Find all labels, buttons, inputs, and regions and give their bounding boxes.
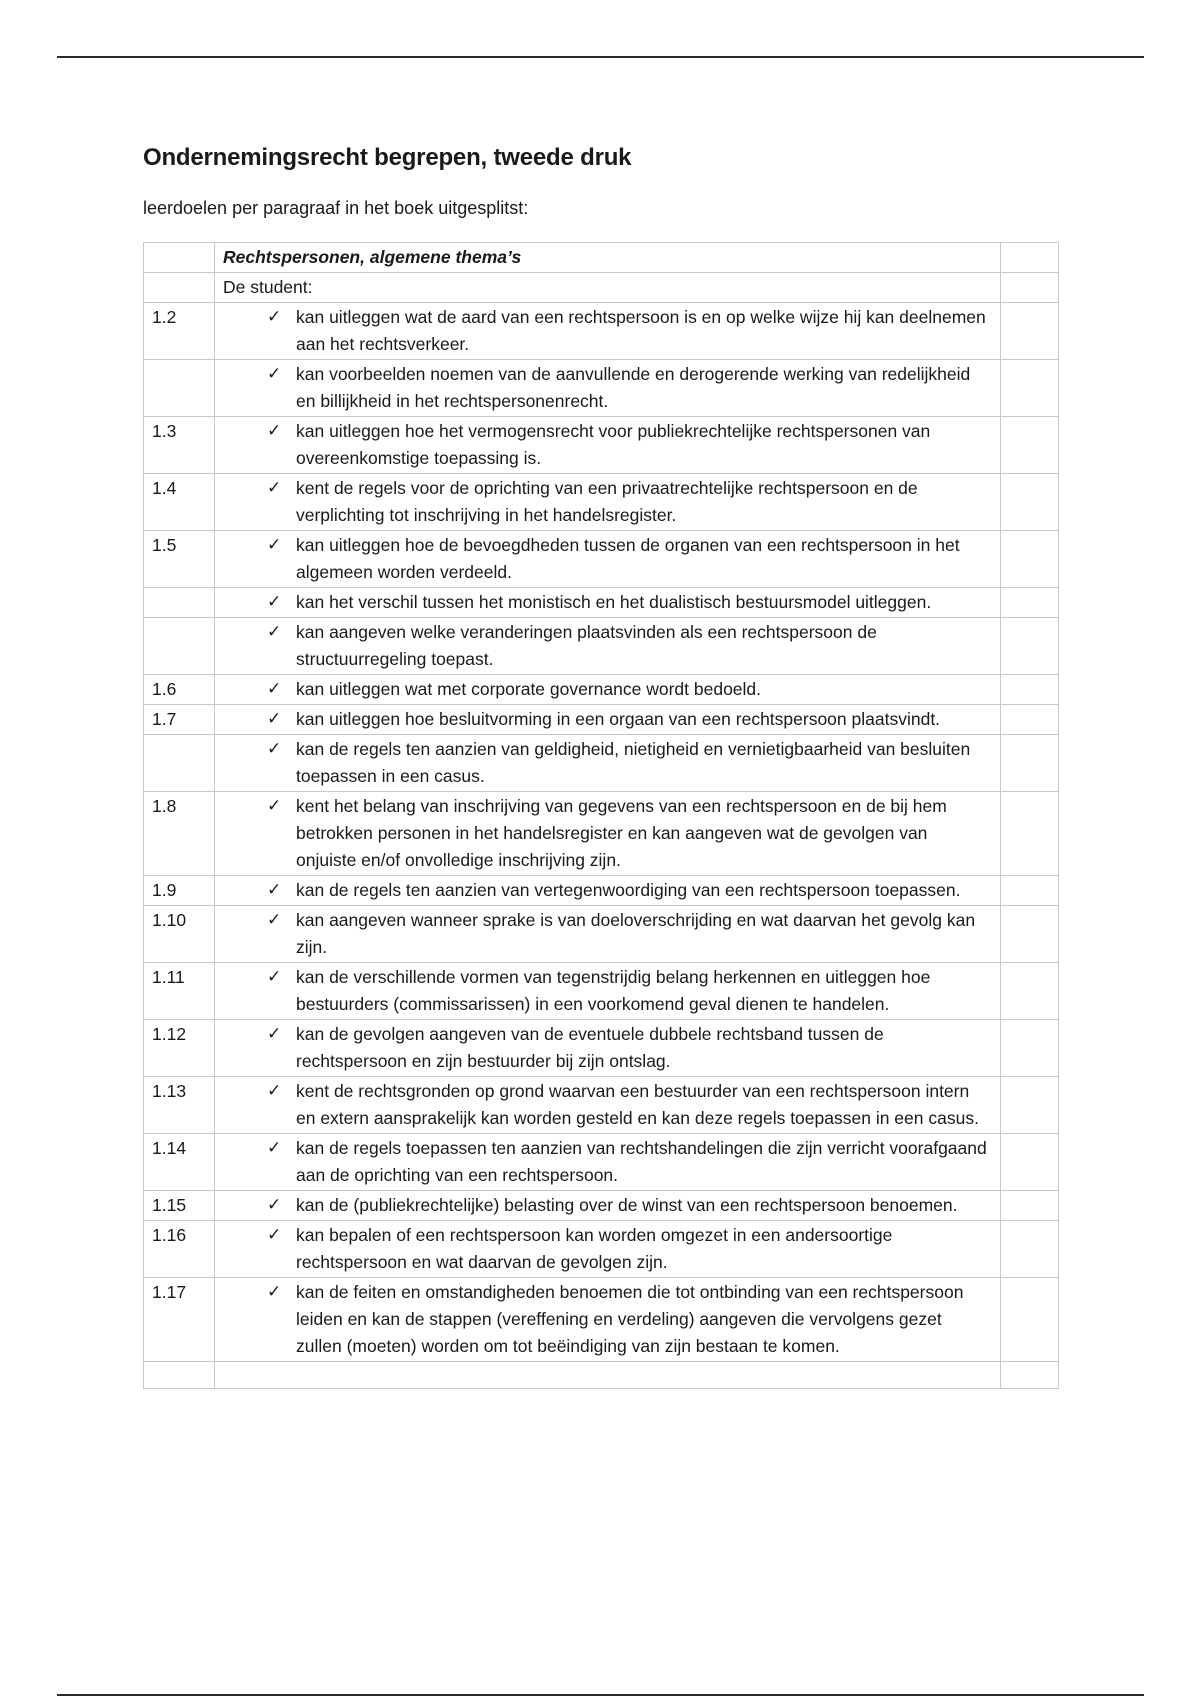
objective-cell <box>215 618 1001 675</box>
paragraph-number: 1.9 <box>144 876 215 906</box>
checkmark-icon: ✓ <box>267 478 282 498</box>
checkmark-icon: ✓ <box>267 1024 282 1044</box>
objective-text: kan uitleggen wat met corporate governance wordt bedoeld. <box>296 679 762 699</box>
checkmark-icon: ✓ <box>267 421 282 441</box>
table-cell <box>1001 1191 1059 1221</box>
objective-text: kan de regels ten aanzien van vertegenwoordiging van een rechtspersoon toepassen. <box>296 880 961 900</box>
table-row <box>144 474 1059 531</box>
objective-cell <box>215 1134 1001 1191</box>
table-cell <box>1001 1278 1059 1362</box>
table-cell <box>1001 792 1059 876</box>
objective-cell <box>215 474 1001 531</box>
paragraph-number: 1.13 <box>144 1077 215 1134</box>
table-row <box>144 876 1059 906</box>
checkmark-icon: ✓ <box>267 1225 282 1245</box>
objective-cell <box>215 1191 1001 1221</box>
document-title: Ondernemingsrecht begrepen, tweede druk <box>143 144 632 171</box>
table-cell <box>144 273 215 303</box>
objective-item <box>223 706 992 733</box>
table-cell <box>1001 876 1059 906</box>
objective-text: kan uitleggen hoe het vermogensrecht voor publiekrechtelijke rechtspersonen van overeenkomstige toepassing is. <box>296 421 931 468</box>
checkmark-icon: ✓ <box>267 880 282 900</box>
objective-cell <box>215 705 1001 735</box>
paragraph-number <box>144 735 215 792</box>
objective-text: kan aangeven wanneer sprake is van doeloverschrijding en wat daarvan het gevolg kan zijn. <box>296 910 976 957</box>
objective-cell <box>215 417 1001 474</box>
table-cell <box>215 1362 1001 1389</box>
table-empty-row <box>144 1362 1059 1389</box>
table-row <box>144 735 1059 792</box>
objective-cell <box>215 360 1001 417</box>
paragraph-number: 1.6 <box>144 675 215 705</box>
table-row <box>144 906 1059 963</box>
checkmark-icon: ✓ <box>267 910 282 930</box>
paragraph-number: 1.14 <box>144 1134 215 1191</box>
objective-text: kan uitleggen hoe besluitvorming in een orgaan van een rechtspersoon plaatsvindt. <box>296 709 941 729</box>
objective-text: kan voorbeelden noemen van de aanvullende en derogerende werking van redelijkheid en billijkheid in het rechtspersonenrecht. <box>296 364 971 411</box>
objective-item <box>223 736 992 790</box>
paragraph-number: 1.15 <box>144 1191 215 1221</box>
header-rule <box>57 56 1144 58</box>
paragraph-number <box>144 618 215 675</box>
table-cell <box>1001 675 1059 705</box>
table-heading-row <box>144 243 1059 273</box>
objective-cell <box>215 1221 1001 1278</box>
objective-cell <box>215 963 1001 1020</box>
objective-item <box>223 1135 992 1189</box>
checkmark-icon: ✓ <box>267 796 282 816</box>
table-cell <box>1001 1077 1059 1134</box>
table-row <box>144 1020 1059 1077</box>
paragraph-number: 1.8 <box>144 792 215 876</box>
table-cell <box>1001 906 1059 963</box>
table-row <box>144 792 1059 876</box>
table-intro-row <box>144 273 1059 303</box>
table-cell <box>1001 303 1059 360</box>
paragraph-number: 1.3 <box>144 417 215 474</box>
table-row <box>144 1077 1059 1134</box>
table-row <box>144 963 1059 1020</box>
paragraph-number: 1.16 <box>144 1221 215 1278</box>
table-row <box>144 417 1059 474</box>
table-cell <box>1001 1221 1059 1278</box>
table-row <box>144 675 1059 705</box>
objective-item <box>223 304 992 358</box>
table-cell <box>1001 360 1059 417</box>
table-row <box>144 1134 1059 1191</box>
objective-text: kan de gevolgen aangeven van de eventuele dubbele rechtsband tussen de rechtspersoon en zijn bestuurder bij zijn ontslag. <box>296 1024 884 1071</box>
checkmark-icon: ✓ <box>267 679 282 699</box>
checkmark-icon: ✓ <box>267 307 282 327</box>
objective-cell <box>215 588 1001 618</box>
checkmark-icon: ✓ <box>267 1195 282 1215</box>
paragraph-number: 1.2 <box>144 303 215 360</box>
checkmark-icon: ✓ <box>267 592 282 612</box>
table-cell <box>1001 588 1059 618</box>
objective-item <box>223 1192 992 1219</box>
paragraph-number <box>144 360 215 417</box>
table-heading <box>215 243 1001 273</box>
paragraph-number <box>144 588 215 618</box>
paragraph-number: 1.4 <box>144 474 215 531</box>
objective-text: kan aangeven welke veranderingen plaatsvinden als een rechtspersoon de structuurregeling toepast. <box>296 622 877 669</box>
table-cell <box>1001 1362 1059 1389</box>
table-row <box>144 618 1059 675</box>
table-cell <box>1001 735 1059 792</box>
paragraph-number: 1.7 <box>144 705 215 735</box>
table-cell <box>1001 1020 1059 1077</box>
objective-cell <box>215 1278 1001 1362</box>
table-cell <box>144 243 215 273</box>
checkmark-icon: ✓ <box>267 1282 282 1302</box>
objective-text: kan de (publiekrechtelijke) belasting over de winst van een rechtspersoon benoemen. <box>296 1195 958 1215</box>
objective-item <box>223 1021 992 1075</box>
objective-text: kan uitleggen hoe de bevoegdheden tussen de organen van een rechtspersoon in het algemeen worden verdeeld. <box>296 535 960 582</box>
objective-text: kan uitleggen wat de aard van een rechtspersoon is en op welke wijze hij kan deelnemen aan het rechtsverkeer. <box>296 307 986 354</box>
objective-item <box>223 532 992 586</box>
objective-text: kan de regels ten aanzien van geldigheid, nietigheid en vernietigbaarheid van besluiten toepassen in een casus. <box>296 739 971 786</box>
objective-item <box>223 1078 992 1132</box>
table-intro: De student: <box>215 273 1001 303</box>
table-row <box>144 360 1059 417</box>
learning-objectives-table <box>143 242 1059 1389</box>
objective-cell <box>215 876 1001 906</box>
table-cell <box>1001 273 1059 303</box>
table-row <box>144 705 1059 735</box>
table-heading-text: Rechtspersonen, algemene thema’s <box>223 247 522 267</box>
table-row <box>144 1221 1059 1278</box>
table-row <box>144 1191 1059 1221</box>
objective-text: kent de regels voor de oprichting van een privaatrechtelijke rechtspersoon en de verplichting tot inschrijving in het handelsregister. <box>296 478 918 525</box>
table-row <box>144 1278 1059 1362</box>
objective-item <box>223 619 992 673</box>
table-cell <box>1001 531 1059 588</box>
paragraph-number: 1.11 <box>144 963 215 1020</box>
table-cell <box>1001 417 1059 474</box>
objective-cell <box>215 906 1001 963</box>
paragraph-number: 1.5 <box>144 531 215 588</box>
checkmark-icon: ✓ <box>267 739 282 759</box>
objective-text: kan het verschil tussen het monistisch en het dualistisch bestuursmodel uitleggen. <box>296 592 932 612</box>
checkmark-icon: ✓ <box>267 709 282 729</box>
paragraph-number: 1.12 <box>144 1020 215 1077</box>
objective-item <box>223 1279 992 1360</box>
table-row <box>144 588 1059 618</box>
objective-text: kan de regels toepassen ten aanzien van rechtshandelingen die zijn verricht voorafgaand aan de oprichting van een rechtspersoon. <box>296 1138 987 1185</box>
paragraph-number: 1.17 <box>144 1278 215 1362</box>
checkmark-icon: ✓ <box>267 967 282 987</box>
checkmark-icon: ✓ <box>267 1081 282 1101</box>
objective-item <box>223 964 992 1018</box>
table-cell <box>144 1362 215 1389</box>
objective-item <box>223 676 992 703</box>
objective-item <box>223 907 992 961</box>
objective-cell <box>215 303 1001 360</box>
objective-item <box>223 877 992 904</box>
checkmark-icon: ✓ <box>267 622 282 642</box>
table-row <box>144 531 1059 588</box>
objective-text: kan de feiten en omstandigheden benoemen die tot ontbinding van een rechtspersoon leiden en kan de stappen (vereffening en verdeling) aangeven die vervolgens gezet zullen (moeten) worden om tot beëindiging van zijn bestaan te komen. <box>296 1282 964 1356</box>
objective-item <box>223 793 992 874</box>
objective-cell <box>215 675 1001 705</box>
table-row <box>144 303 1059 360</box>
table-cell <box>1001 1134 1059 1191</box>
objective-cell <box>215 531 1001 588</box>
objective-cell <box>215 735 1001 792</box>
objective-item <box>223 361 992 415</box>
objective-text: kent het belang van inschrijving van gegevens van een rechtspersoon en de bij hem betrokken personen in het handelsregister en kan aangeven wat de gevolgen van onjuiste en/of onvolledige inschrijving zijn. <box>296 796 947 870</box>
table-cell <box>1001 474 1059 531</box>
objective-text: kan de verschillende vormen van tegenstrijdig belang herkennen en uitleggen hoe bestuurders (commissarissen) in een voorkomend geval dienen te handelen. <box>296 967 931 1014</box>
checkmark-icon: ✓ <box>267 535 282 555</box>
objective-item <box>223 475 992 529</box>
footer-rule <box>57 1694 1144 1696</box>
table-cell <box>1001 963 1059 1020</box>
objective-cell <box>215 792 1001 876</box>
objective-text: kan bepalen of een rechtspersoon kan worden omgezet in een andersoortige rechtspersoon en wat daarvan de gevolgen zijn. <box>296 1225 893 1272</box>
objective-item <box>223 418 992 472</box>
table-cell <box>1001 243 1059 273</box>
document-subtitle: leerdoelen per paragraaf in het boek uitgesplitst: <box>143 198 529 218</box>
objective-cell <box>215 1077 1001 1134</box>
objective-cell <box>215 1020 1001 1077</box>
table-cell <box>1001 705 1059 735</box>
objective-text: kent de rechtsgronden op grond waarvan een bestuurder van een rechtspersoon intern en extern aansprakelijk kan worden gesteld en kan deze regels toepassen in een casus. <box>296 1081 979 1128</box>
objective-item <box>223 589 992 616</box>
paragraph-number: 1.10 <box>144 906 215 963</box>
checkmark-icon: ✓ <box>267 1138 282 1158</box>
table-cell <box>1001 618 1059 675</box>
objective-item <box>223 1222 992 1276</box>
checkmark-icon: ✓ <box>267 364 282 384</box>
